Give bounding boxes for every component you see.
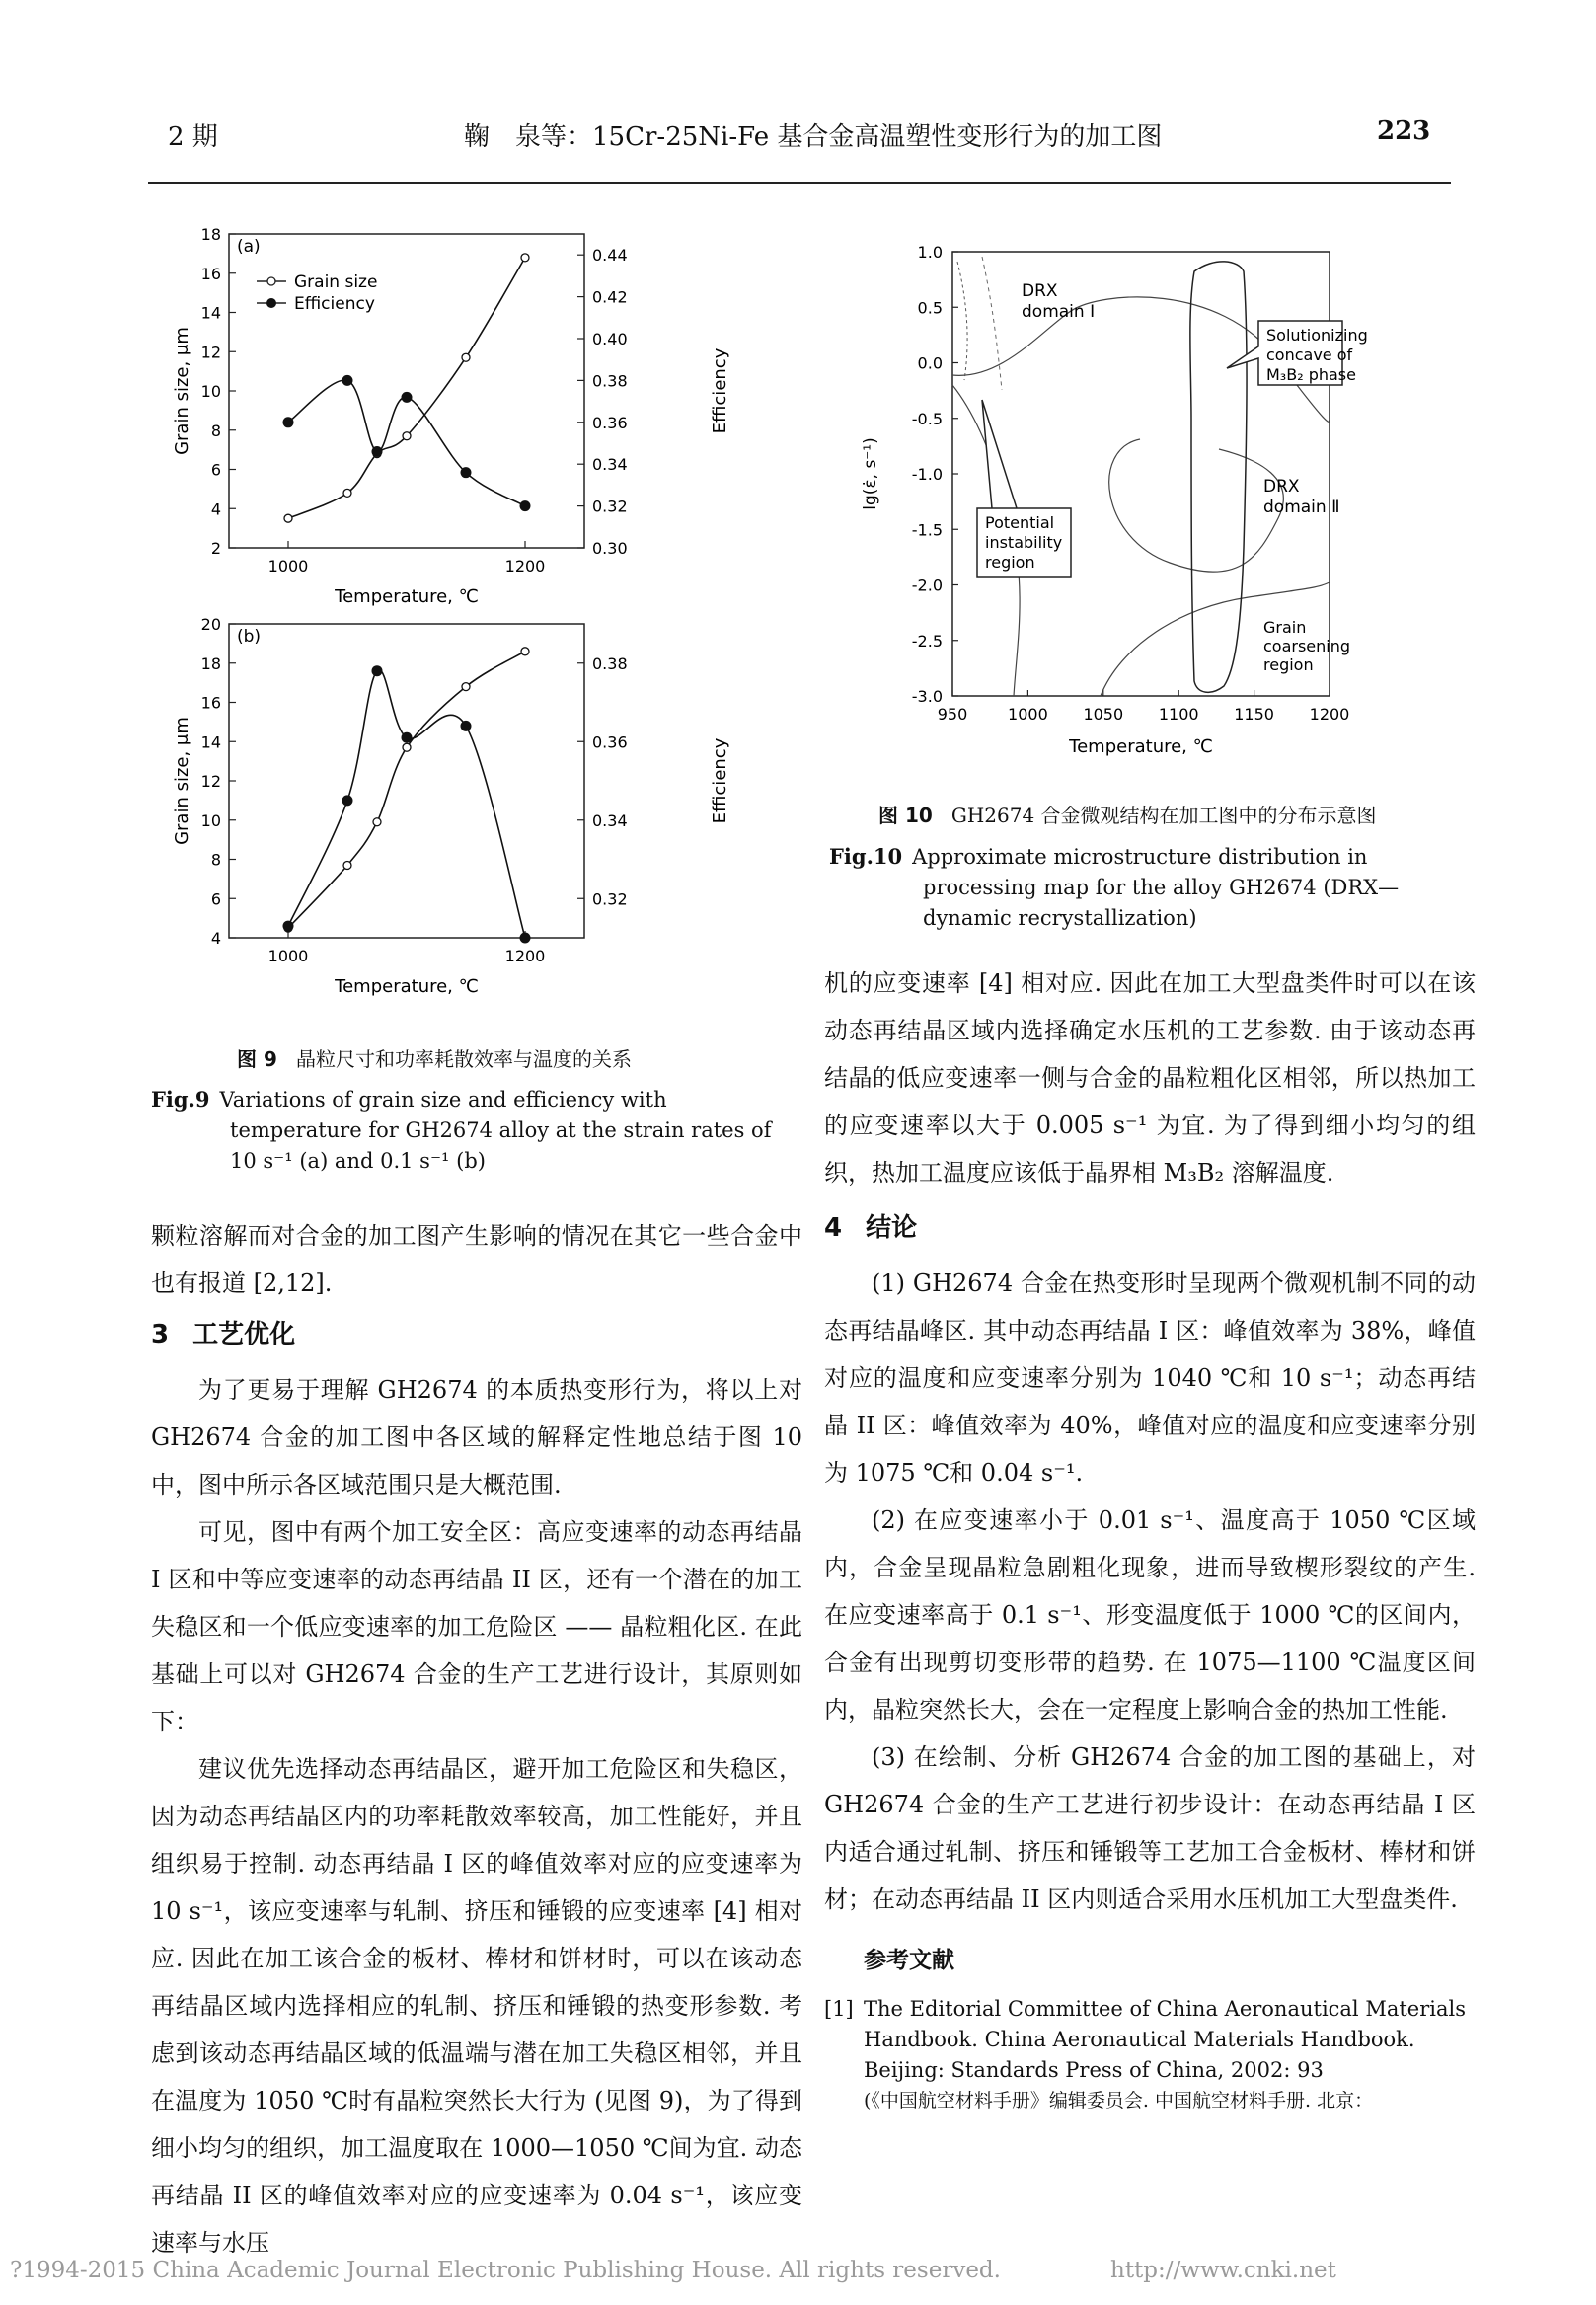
f9b-y2tick-label: 0.32 — [592, 889, 628, 909]
left-paragraph-2: 可见，图中有两个加工安全区：高应变速率的动态再结晶 I 区和中等应变速率的动态再结晶 II 区，还有一个潜在的加工失稳区和一个低应变速率的加工危险区 —— 晶粒粗化区. 在此基础上可以对 GH2674 合金的生产工艺进行设计，其原则如下： — [151, 1518, 802, 1735]
fig9b-panel-label: (b) — [237, 627, 262, 647]
conclusion-2: (2) 在应变速率小于 0.01 s⁻¹、温度高于 1050 ℃区域内，合金呈现晶粒急剧粗化现象，进而导致楔形裂纹的产生. 在应变速率高于 0.1 s⁻¹、形变温度低于 1000 ℃的区间内，合金有出现剪切变形带的趋势. 在 1075—1100 ℃温度区间内，晶粒突然长大，会在一定程度上影响合金的热加工性能. — [824, 1506, 1476, 1724]
f9b-ytick-label: 8 — [210, 850, 221, 870]
left-paragraph-continued: 颗粒溶解而对合金的加工图产生影响的情况在其它一些合金中也有报道 [2,12]. — [151, 1222, 802, 1297]
fig9a-chart — [158, 222, 770, 617]
f9b-point-grain — [373, 818, 381, 826]
fig9b-series — [283, 648, 531, 944]
f9b-ytick-label: 4 — [210, 929, 221, 948]
fig10-drx2-b: domain Ⅱ — [1263, 498, 1340, 517]
f9a-point-efficiency — [520, 500, 531, 511]
fig10-pot-a: Potential — [985, 513, 1055, 532]
fig9b-y-ticks — [201, 615, 236, 948]
f9a-ytick-label: 10 — [200, 382, 221, 401]
fig10-ylabel: lg(ε̇, s⁻¹) — [861, 437, 880, 510]
f9b-line-grain — [288, 652, 525, 928]
fig10-ytick-label: -1.5 — [911, 520, 943, 540]
f9b-ytick-label: 16 — [200, 693, 221, 713]
fig10-domain2-contour — [1109, 439, 1284, 572]
f9b-y2tick-label: 0.38 — [592, 653, 628, 673]
fig10-ytick-label: -2.5 — [911, 631, 943, 651]
fig10-pot-b: instability — [985, 533, 1063, 552]
f9b-xtick-label: 1000 — [267, 947, 309, 965]
fig10-dashed-boundary — [982, 257, 1002, 390]
fig10-ytick-label: -0.5 — [911, 409, 943, 428]
fig9-cn-text: 晶粒尺寸和功率耗散效率与温度的关系 — [295, 1047, 632, 1071]
fig10-xlabel: Temperature, ℃ — [1069, 736, 1213, 757]
section3-heading — [151, 1311, 802, 1358]
f9b-point-efficiency — [372, 665, 383, 676]
fig10-pot-c: region — [985, 553, 1035, 572]
fig10-sol-c: M₃B₂ phase — [1266, 365, 1356, 384]
fig10-xtick-label: 950 — [937, 705, 968, 724]
fig10-ytick-label: -1.0 — [911, 465, 943, 484]
f9b-point-efficiency — [520, 933, 531, 944]
f9b-y2tick-label: 0.36 — [592, 732, 628, 752]
reference-1 — [824, 1994, 1476, 2116]
fig10-ytick-label: 0.5 — [917, 298, 943, 318]
fig10-drx2-a: DRX — [1263, 477, 1300, 497]
fig10-ytick-label: 0.0 — [917, 353, 943, 373]
left-column — [151, 1212, 802, 2267]
f9a-y2tick-label: 0.34 — [592, 455, 628, 475]
references-heading: 参考文献 — [864, 1948, 954, 1973]
f9a-xtick-label: 1000 — [267, 557, 309, 576]
fig10-cn-label: 图 10 — [878, 804, 933, 827]
conclusion-3: (3) 在绘制、分析 GH2674 合金的加工图的基础上，对 GH2674 合金的生产工艺进行初步设计：在动态再结晶 I 区内适合通过轧制、挤压和锤锻等工艺加工合金板材、棒材和饼材；在动态再结晶 II 区内则适合采用水压机加工大型盘类件. — [824, 1743, 1476, 1913]
fig10-xtick-label: 1000 — [1008, 705, 1048, 724]
f9b-line-efficiency — [288, 670, 525, 938]
f9a-point-efficiency — [461, 467, 472, 478]
f9a-y2tick-label: 0.42 — [592, 287, 628, 307]
running-title: 鞠 泉等：15Cr-25Ni-Fe 基合金高温塑性变形行为的加工图 — [464, 122, 1163, 152]
f9b-point-efficiency — [342, 795, 353, 806]
fig10-xtick-label: 1200 — [1309, 705, 1350, 724]
fig10-sol-b: concave of — [1266, 346, 1353, 364]
fig9b-xlabel: Temperature, ℃ — [335, 976, 479, 997]
f9a-point-grain — [521, 254, 529, 262]
section3-number: 3 — [151, 1320, 170, 1349]
conclusion-1: (1) GH2674 合金在热变形时呈现两个微观机制不同的动态再结晶峰区. 其中动态再结晶 I 区：峰值效率为 38%，峰值对应的温度和应变速率分别为 1040 ℃和 10 s⁻¹；动态再结晶 II 区：峰值效率为 40%，峰值对应的温度和应变速率分别为 1075 ℃和 0.04 s⁻¹. — [824, 1269, 1476, 1487]
f9b-ytick-label: 10 — [200, 810, 221, 830]
f9b-ytick-label: 6 — [210, 889, 221, 909]
f9b-ytick-label: 18 — [200, 653, 221, 673]
left-paragraph-1: 为了更易于理解 GH2674 的本质热变形行为，将以上对 GH2674 合金的加工图中各区域的解释定性地总结于图 10 中，图中所示各区域范围只是大概范围. — [151, 1376, 802, 1498]
fig10-gc-a: Grain — [1263, 618, 1307, 637]
fig9b-frame — [229, 624, 584, 938]
fig10-en-label: Fig.10 — [829, 844, 903, 869]
fig9-caption-cn — [237, 1043, 632, 1072]
fig10-cn-text: GH2674 合金微观结构在加工图中的分布示意图 — [950, 804, 1377, 827]
fig10-y-ticks — [912, 243, 958, 706]
fig10-caption-cn — [878, 800, 1377, 828]
f9a-point-grain — [284, 514, 292, 522]
fig9a-ylabel: Grain size, μm — [172, 327, 192, 455]
fig9b-y2label: Efficiency — [710, 737, 730, 824]
fig10-gc-b: coarsening — [1263, 637, 1351, 655]
right-paragraph-continued: 机的应变速率 [4] 相对应. 因此在加工大型盘类件时可以在该动态再结晶区域内选择确定水压机的工艺参数. 由于该动态再结晶的低应变速率一侧与合金的晶粒粗化区相邻，所以热加工的应变速率以大于 0.005 s⁻¹ 为宜. 为了得到细小均匀的组织，热加工温度应该低于晶界相 M₃B₂ 溶解温度. — [824, 969, 1476, 1187]
fig10-ytick-label: -3.0 — [911, 687, 943, 706]
fig10-ytick-label: -2.0 — [911, 576, 943, 595]
ref1-text: The Editorial Committee of China Aeronautical Materials Handbook. China Aeronautical Materials Handbook. Beijing: Standards Press of China, 2002: 93 — [864, 1997, 1466, 2082]
fig10-drx1-a: DRX — [1022, 281, 1058, 301]
f9a-point-efficiency — [372, 446, 383, 457]
legend-marker-grain — [267, 277, 275, 285]
fig9b-ylabel: Grain size, μm — [172, 717, 192, 845]
f9a-point-efficiency — [402, 392, 413, 403]
fig10-sol-a: Solutionizing — [1266, 326, 1368, 345]
f9b-point-efficiency — [461, 721, 472, 731]
f9a-point-efficiency — [342, 375, 353, 386]
issue-number: 2 期 — [168, 122, 218, 152]
right-column — [824, 960, 1476, 2116]
fig9-caption-en — [151, 1084, 783, 1177]
f9a-y2tick-label: 0.40 — [592, 330, 628, 348]
section4-heading — [824, 1204, 1476, 1252]
fig9a-panel-label: (a) — [237, 237, 261, 257]
f9b-point-efficiency — [283, 921, 294, 932]
f9b-xtick-label: 1200 — [504, 947, 546, 965]
fig10-xtick-label: 1050 — [1083, 705, 1124, 724]
f9a-point-grain — [343, 489, 351, 497]
legend-marker-eff — [266, 298, 276, 308]
fig10-xtick-label: 1150 — [1234, 705, 1274, 724]
f9a-xtick-label: 1200 — [504, 557, 546, 576]
f9a-y2tick-label: 0.32 — [592, 497, 628, 516]
fig10-chart — [844, 222, 1456, 775]
f9a-y2tick-label: 0.30 — [592, 539, 628, 558]
fig9-en-text: Variations of grain size and efficiency with temperature for GH2674 alloy at the strain rates of 10 s⁻¹ (a) and 0.1 s⁻¹ (b) — [219, 1088, 772, 1173]
f9a-ytick-label: 16 — [200, 264, 221, 283]
f9b-ytick-label: 12 — [200, 772, 221, 791]
ref1-cn: (《中国航空材料手册》编辑委员会. 中国航空材料手册. 北京： — [864, 2090, 1374, 2112]
fig9-cn-label: 图 9 — [237, 1047, 277, 1071]
f9a-y2tick-label: 0.44 — [592, 246, 628, 266]
fig10-m3b2-band — [1190, 262, 1247, 692]
f9a-point-grain — [403, 432, 411, 440]
fig9-en-label: Fig.9 — [151, 1087, 210, 1112]
f9b-point-grain — [403, 743, 411, 751]
fig10-caption-en — [829, 841, 1461, 934]
fig10-en-text: Approximate microstructure distribution in processing map for the alloy GH2674 (DRX—dynamic recrystallization) — [912, 845, 1400, 930]
fig10-ytick-label: 1.0 — [917, 243, 943, 262]
f9a-y2tick-label: 0.38 — [592, 371, 628, 391]
f9b-y2tick-label: 0.34 — [592, 810, 628, 830]
header-rule — [148, 182, 1451, 184]
f9a-ytick-label: 2 — [210, 539, 221, 558]
left-paragraph-3: 建议优先选择动态再结晶区，避开加工危险区和失稳区，因为动态再结晶区内的功率耗散效率较高，加工性能好，并且组织易于控制. 动态再结晶 I 区的峰值效率对应的应变速率为 10 s⁻¹，该应变速率与轧制、挤压和锤锻的应变速率 [4] 相对应. 因此在加工该合金的板材、棒材和饼材时，可以在该动态再结晶区域内选择相应的轧制、挤压和锤锻的热变形参数. 考虑到该动态再结晶区域的低温端与潜在加工失稳区相邻，并且在温度为 1050 ℃时有晶粒突然长大行为 (见图 9)，为了得到细小均匀的组织，加工温度取在 1000—1050 ℃间为宜. 动态再结晶 II 区的峰值效率对应的应变速率为 0.04 s⁻¹，该应变速率与水压 — [151, 1755, 802, 2257]
f9a-ytick-label: 6 — [210, 460, 221, 480]
fig10-xtick-label: 1100 — [1158, 705, 1199, 724]
section4-title: 结论 — [866, 1213, 918, 1243]
f9a-ytick-label: 14 — [200, 303, 221, 323]
f9b-point-grain — [521, 648, 529, 655]
fig9a-xlabel: Temperature, ℃ — [335, 586, 479, 607]
f9b-point-grain — [462, 683, 470, 691]
ref1-number: [1] — [824, 1997, 854, 2021]
legend-eff: Efficiency — [294, 294, 375, 314]
fig10-x-ticks — [938, 690, 1350, 724]
fig10-gc-c: region — [1263, 655, 1314, 674]
section3-title: 工艺优化 — [192, 1320, 296, 1349]
fig10-drx1-b: domain Ⅰ — [1022, 302, 1096, 322]
fig10-instability-hatch — [957, 262, 967, 380]
f9a-ytick-label: 8 — [210, 421, 221, 440]
section4-number: 4 — [824, 1213, 843, 1243]
f9a-point-efficiency — [283, 417, 294, 427]
f9b-point-grain — [343, 861, 351, 869]
f9a-ytick-label: 12 — [200, 343, 221, 362]
fig9b-chart — [158, 612, 770, 1007]
fig9a-y2label: Efficiency — [710, 347, 730, 434]
f9b-ytick-label: 14 — [200, 732, 221, 752]
footer-url: http://www.cnki.net — [1110, 2258, 1336, 2283]
f9a-ytick-label: 4 — [210, 499, 221, 519]
f9a-ytick-label: 18 — [200, 225, 221, 244]
f9b-point-efficiency — [402, 732, 413, 743]
fig9b-x-ticks — [268, 931, 546, 965]
fig9a-x-ticks — [268, 541, 546, 576]
legend-grain: Grain size — [294, 272, 378, 292]
f9a-y2tick-label: 0.36 — [592, 413, 628, 432]
fig9a-y-ticks — [201, 225, 236, 558]
footer-copyright: ?1994-2015 China Academic Journal Electronic Publishing House. All rights reserved. — [10, 2258, 1001, 2283]
f9b-ytick-label: 20 — [200, 615, 221, 634]
page-number: 223 — [1377, 116, 1431, 146]
f9a-point-grain — [462, 353, 470, 361]
